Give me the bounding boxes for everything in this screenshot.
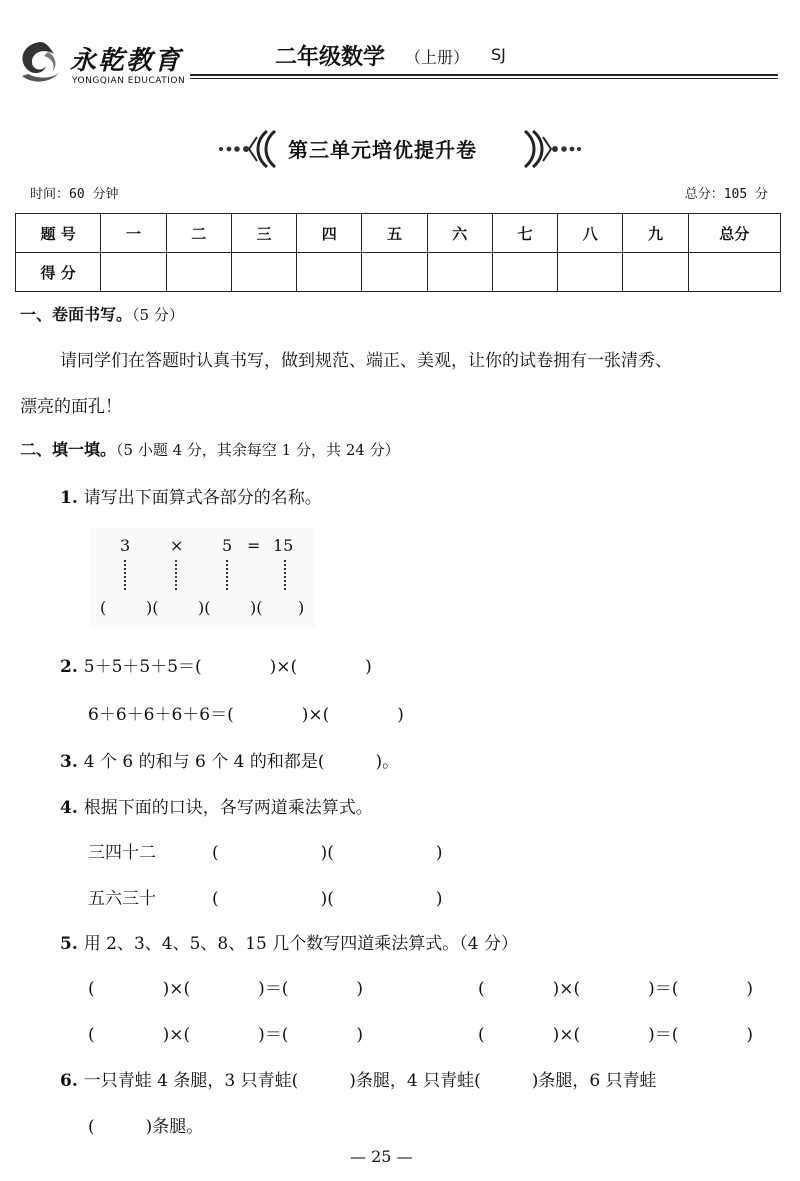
question-6: [60, 1066, 657, 1091]
table-cell: 六: [427, 214, 492, 253]
equation-blank[interactable]: ( )×( )＝( ): [88, 1025, 364, 1045]
score-table: [15, 213, 781, 292]
equation-blank[interactable]: ( )×( )＝( ): [478, 979, 754, 999]
equation-blank[interactable]: ( )×( )＝( ): [478, 1025, 754, 1045]
volume-label: （上册）: [405, 48, 470, 67]
question-text[interactable]: 一只青蛙 4 条腿，3 只青蛙( )条腿，4 只青蛙( )条腿，6 只青蛙: [83, 1071, 657, 1091]
table-cell: 总分: [688, 214, 780, 253]
score-input-cell[interactable]: [166, 253, 231, 292]
question-text: 用 2、3、4、5、8、15 几个数写四道乘法算式。（4 分）: [83, 934, 518, 954]
times-sign: ×: [170, 536, 184, 555]
page-number: — 25 —: [350, 1147, 413, 1166]
table-cell: 八: [558, 214, 623, 253]
table-cell: 四: [297, 214, 362, 253]
table-cell: 题 号: [16, 214, 101, 253]
question-text: 请写出下面算式各部分的名称。: [83, 488, 322, 508]
question-1: [60, 483, 322, 508]
question-number: 5.: [60, 934, 78, 954]
factor-2: 5: [222, 536, 233, 555]
question-3: [60, 747, 399, 772]
section-2-note: （5 小题 4 分，其余每空 1 分，共 24 分）: [116, 441, 400, 459]
question-2: [60, 652, 372, 677]
score-input-cell[interactable]: [101, 253, 166, 292]
publisher-logo: [14, 32, 194, 92]
swirl-logo-icon: [14, 38, 66, 86]
question-number: 2.: [60, 657, 78, 677]
question-text-continued[interactable]: ( )条腿。: [88, 1117, 204, 1137]
question-5: [60, 929, 518, 954]
question-number: 4.: [60, 798, 78, 818]
table-cell: 七: [492, 214, 557, 253]
verse-label: 五六三十: [88, 889, 156, 909]
time-limit: 时间：60 分钟: [30, 187, 119, 202]
dotted-connector: [226, 560, 230, 590]
score-table-header-row: [16, 214, 781, 253]
score-input-cell[interactable]: [558, 253, 623, 292]
logo-english-text: YONGQIAN EDUCATION: [72, 76, 186, 86]
table-cell: 五: [362, 214, 427, 253]
score-input-cell[interactable]: [492, 253, 557, 292]
verse-label: 三四十二: [88, 843, 156, 863]
question-number: 6.: [60, 1071, 78, 1091]
score-input-cell[interactable]: [297, 253, 362, 292]
factor-1: 3: [120, 536, 131, 555]
table-cell: 二: [166, 214, 231, 253]
dotted-connector: [175, 560, 179, 590]
section-1-text-line1: 请同学们在答题时认真书写，做到规范、端正、美观，让你的试卷拥有一张清秀、: [60, 351, 672, 371]
answer-blank[interactable]: )(: [198, 598, 211, 617]
header-rule-thin: [190, 78, 778, 79]
section-1-note: （5 分）: [132, 306, 184, 324]
section-1-title: 一、卷面书写。: [20, 305, 133, 324]
section-1-heading: [20, 302, 184, 325]
section-2-heading: [20, 437, 400, 460]
table-cell: 九: [623, 214, 688, 253]
exam-title: 第三单元培优提升卷: [288, 138, 477, 162]
answer-blank[interactable]: )(: [250, 598, 263, 617]
dotted-connector: [124, 560, 128, 590]
table-cell: 三: [231, 214, 296, 253]
score-input-cell[interactable]: [362, 253, 427, 292]
question-text[interactable]: 4 个 6 的和与 6 个 4 的和都是( )。: [83, 752, 400, 772]
question-number: 3.: [60, 752, 78, 772]
question-4: [60, 793, 373, 818]
equals-sign: =: [247, 536, 261, 555]
score-input-cell[interactable]: [231, 253, 296, 292]
subject-title: 二年级数学: [275, 45, 386, 70]
score-input-cell[interactable]: [688, 253, 780, 292]
question-number: 1.: [60, 488, 78, 508]
section-2-title: 二、填一填。: [20, 440, 117, 459]
section-1-text-line2: 漂亮的面孔！: [20, 397, 122, 417]
header-rule: [190, 74, 778, 76]
answer-blank[interactable]: ): [298, 598, 305, 617]
total-score: 总分：105 分: [684, 187, 768, 202]
logo-chinese-text: 永乾教育: [70, 46, 183, 76]
answer-blank[interactable]: (: [100, 598, 107, 617]
question-text: 根据下面的口诀，各写两道乘法算式。: [83, 798, 373, 818]
answer-blank[interactable]: ( )( ): [212, 843, 443, 863]
equation-line[interactable]: 5＋5＋5＋5＝( )×( ): [83, 657, 372, 677]
answer-blank[interactable]: ( )( ): [212, 889, 443, 909]
multiplication-diagram: [90, 528, 315, 628]
score-input-cell[interactable]: [623, 253, 688, 292]
table-cell: 得 分: [16, 253, 101, 292]
product: 15: [273, 536, 294, 555]
edition-label: SJ: [491, 45, 506, 64]
score-input-cell[interactable]: [427, 253, 492, 292]
table-cell: 一: [101, 214, 166, 253]
score-table-score-row: [16, 253, 781, 292]
answer-blank[interactable]: )(: [146, 598, 159, 617]
equation-blank[interactable]: ( )×( )＝( ): [88, 979, 364, 999]
equation-line[interactable]: 6＋6＋6＋6＋6＝( )×( ): [88, 705, 404, 725]
dotted-connector: [284, 560, 288, 590]
